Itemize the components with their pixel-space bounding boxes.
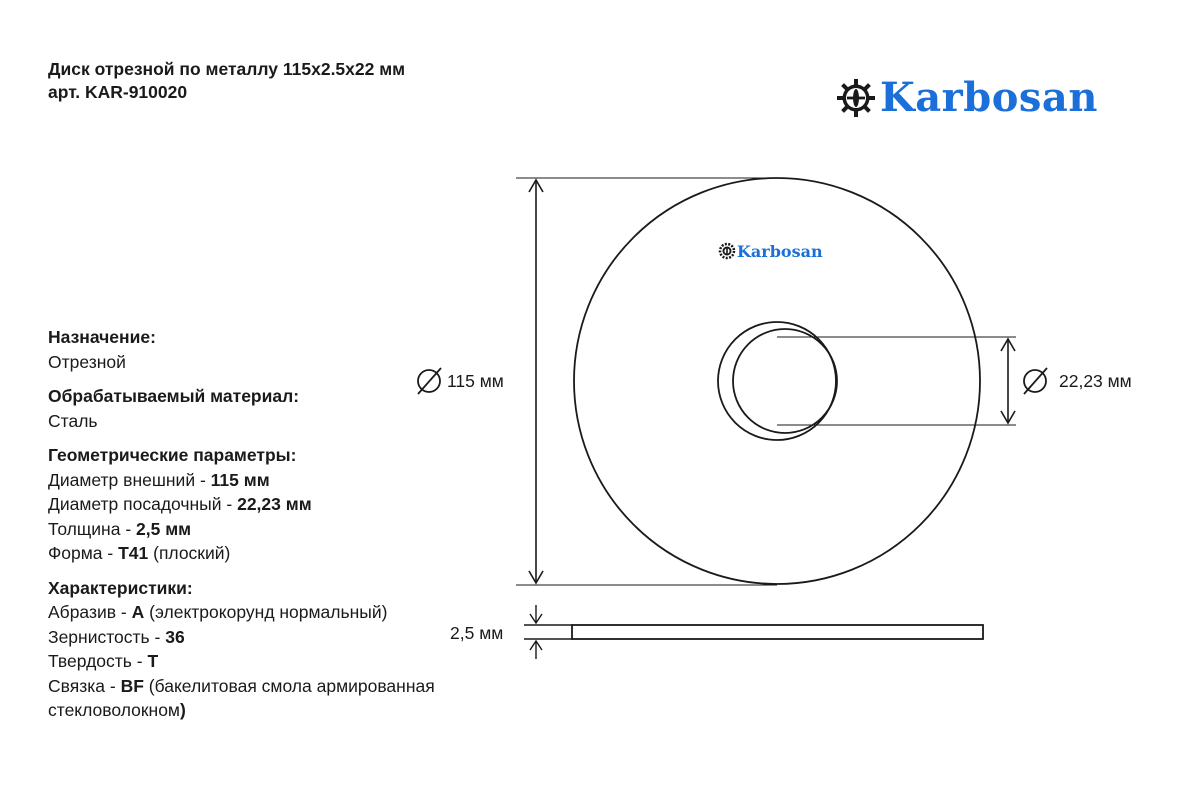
spec-suffix: (плоский)	[148, 543, 231, 563]
characteristics-heading: Характеристики:	[48, 577, 193, 598]
spec-closing-paren: )	[179, 700, 186, 720]
spec-label: Твердость -	[48, 651, 148, 671]
spec-value: 36	[165, 626, 185, 647]
purpose-value: Отрезной	[48, 351, 126, 372]
spec-label: Форма -	[48, 543, 119, 563]
thickness-label: 2,5 мм	[450, 623, 504, 643]
gear-icon	[720, 244, 734, 258]
outer-diameter-dimension	[516, 178, 777, 585]
purpose-heading: Назначение:	[48, 327, 156, 347]
spec-label: Диаметр внешний -	[48, 469, 211, 490]
article-number: арт. KAR-910020	[48, 82, 188, 102]
spec-value: 22,23 мм	[237, 494, 312, 514]
disc-bore-circle	[733, 329, 837, 433]
spec-value: T	[147, 651, 159, 671]
disc-outer-circle	[574, 178, 980, 584]
thickness-dimension	[524, 605, 572, 659]
disc-side-view	[572, 625, 983, 639]
geometry-heading: Геометрические параметры:	[48, 445, 297, 465]
spec-label: Диаметр посадочный -	[48, 494, 238, 514]
product-title: Диск отрезной по металлу 115x2.5x22 мм	[48, 59, 406, 79]
spec-value: T41	[118, 543, 149, 563]
diameter-symbol-icon	[418, 368, 441, 394]
disc-brand-logo	[720, 242, 823, 261]
material-value: Сталь	[48, 410, 98, 431]
bore-diameter-label: 22,23 мм	[1059, 371, 1132, 391]
outer-diameter-label: 115 мм	[447, 371, 504, 391]
spec-label: Связка -	[48, 675, 121, 696]
material-heading: Обрабатываемый материал:	[48, 386, 300, 406]
disc-brand-name: Karbosan	[737, 242, 823, 261]
spec-value: A	[131, 602, 145, 622]
brand-name: Karbosan	[880, 74, 1098, 121]
spec-value: BF	[120, 675, 144, 696]
diameter-symbol-icon	[1024, 368, 1047, 394]
spec-label: Толщина -	[48, 518, 137, 539]
spec-suffix: (электрокорунд нормальный)	[144, 602, 388, 622]
spec-label: Зернистость -	[48, 626, 166, 647]
spec-value: 2,5 мм	[136, 518, 192, 539]
spec-continuation-text: стекловолокном	[48, 700, 180, 720]
disc-hub-ring	[718, 322, 836, 440]
spec-label: Абразив -	[48, 602, 132, 622]
spec-suffix: (бакелитовая смола армированная	[143, 675, 435, 696]
spec-value: 115 мм	[210, 469, 270, 490]
